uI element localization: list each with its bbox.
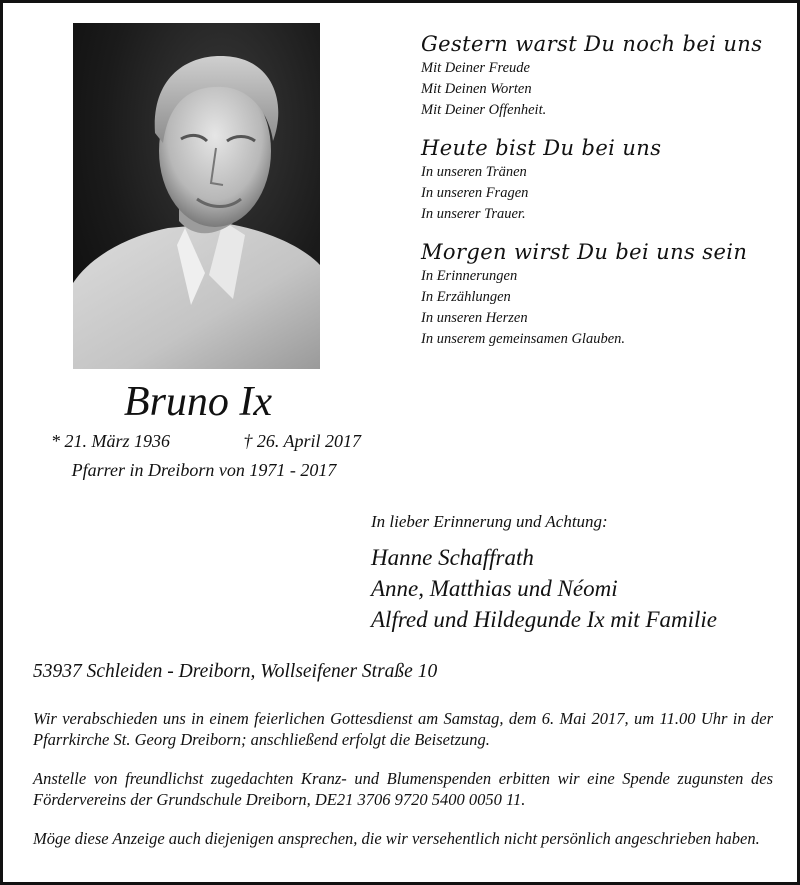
deceased-role: Pfarrer in Dreiborn von 1971 - 2017	[71, 460, 337, 480]
poem-line: Mit Deinen Worten	[421, 81, 532, 97]
poem-line: In unserer Trauer.	[421, 206, 526, 222]
poem-line: Mit Deiner Offenheit.	[421, 102, 547, 118]
donation-paragraph: Anstelle von freundlichst zugedachten Kranz- und Blumenspenden erbitten wir eine Spende zugunsten des Fördervereins der Grundschule Dreiborn, DE21 3706 9720 5400 0050 11.	[33, 769, 773, 809]
poem-line: In Erinnerungen	[421, 268, 518, 284]
mourners-intro: In lieber Erinnerung und Achtung:	[371, 512, 608, 531]
poem	[421, 31, 781, 364]
stanza-heading: Heute bist Du bei uns	[421, 136, 662, 160]
stanza-heading: Morgen wirst Du bei uns sein	[421, 240, 748, 264]
poem-line: In unserem gemeinsamen Glauben.	[421, 331, 626, 347]
portrait-illustration	[73, 23, 320, 369]
mourner-name: Hanne Schaffrath	[371, 545, 534, 570]
mourner-name: Alfred und Hildegunde Ix mit Familie	[371, 607, 717, 632]
portrait-photo	[73, 23, 320, 369]
poem-line: Mit Deiner Freude	[421, 60, 530, 76]
address: 53937 Schleiden - Dreiborn, Wollseifener Straße 10	[33, 661, 438, 682]
life-dates	[51, 430, 361, 452]
poem-line: In unseren Herzen	[421, 310, 528, 326]
closing-paragraph: Möge diese Anzeige auch diejenigen ansprechen, die wir versehentlich nicht persönlich angeschrieben haben.	[33, 829, 760, 848]
poem-stanza	[421, 31, 781, 121]
poem-stanza	[421, 239, 781, 350]
service-paragraph: Wir verabschieden uns in einem feierlichen Gottesdienst am Samstag, dem 6. Mai 2017, um 11.00 Uhr in der Pfarrkirche St. Georg Dreiborn; anschließend erfolgt die Beisetzung.	[33, 709, 773, 749]
death-date: † 26. April 2017	[243, 431, 361, 451]
poem-line: In unseren Fragen	[421, 185, 529, 201]
stanza-heading: Gestern warst Du noch bei uns	[421, 32, 763, 56]
poem-line: In Erzählungen	[421, 289, 511, 305]
mourner-name: Anne, Matthias und Néomi	[371, 576, 618, 601]
poem-line: In unseren Tränen	[421, 164, 527, 180]
deceased-name: Bruno Ix	[123, 379, 273, 425]
poem-stanza	[421, 135, 781, 225]
mourners-block	[371, 510, 791, 635]
birth-date: * 21. März 1936	[51, 431, 171, 451]
